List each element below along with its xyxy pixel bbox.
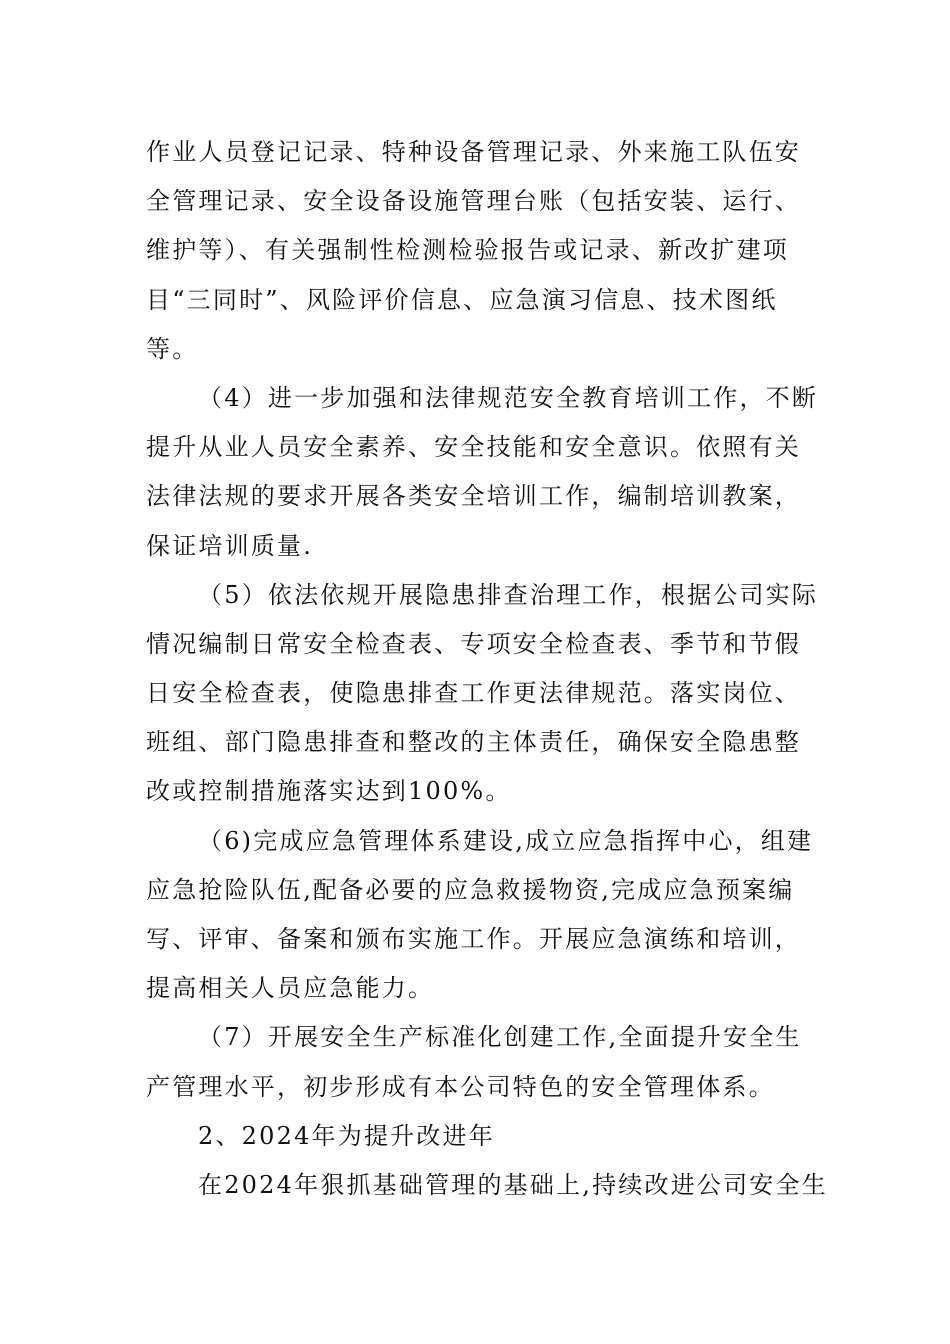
paragraph-start-2024: 在2024年狠抓基础管理的基础上,持续改进公司安全生 xyxy=(198,1170,828,1199)
text-line: 保证培训质量. xyxy=(146,531,314,560)
text-line: 产管理水平，初步形成有本公司特色的安全管理体系。 xyxy=(146,1072,775,1101)
document-body xyxy=(146,128,828,1210)
text-line: 提升从业人员安全素养、安全技能和安全意识。依照有关 xyxy=(146,433,801,462)
text-line: 情况编制日常安全检查表、专项安全检查表、季节和节假 xyxy=(146,629,801,658)
text-line: 日安全检查表，使隐患排查工作更法律规范。落实岗位、 xyxy=(146,679,801,708)
text-line: 班组、部门隐患排查和整改的主体责任，确保安全隐患整 xyxy=(146,728,801,757)
paragraph-start-7: （7）开展安全生产标准化创建工作,全面提升安全生 xyxy=(198,1023,802,1052)
text-line: 写、评审、备案和颁布实施工作。开展应急演练和培训， xyxy=(146,925,801,953)
text-line: 维护等）、有关强制性检测检验报告或记录、新改扩建项 xyxy=(146,236,789,265)
paragraph-start-6: （6)完成应急管理体系建设,成立应急指挥中心，组建 xyxy=(198,826,814,855)
text-line: 改或控制措施落实达到100%。 xyxy=(146,777,512,806)
text-line: 法律法规的要求开展各类安全培训工作，编制培训教案， xyxy=(146,482,801,511)
section-heading: 2、2024年为提升改进年 xyxy=(198,1121,495,1150)
text-line: 应急抢险队伍,配备必要的应急救援物资,完成应急预案编 xyxy=(146,875,795,904)
text-line: 作业人员登记记录、特种设备管理记录、外来施工队伍安 xyxy=(146,138,801,166)
text-line: 目“三同时”、风险评价信息、应急演习信息、技术图纸 xyxy=(146,285,778,314)
text-line: 提高相关人员应急能力。 xyxy=(146,974,435,1003)
text-line: 等。 xyxy=(146,334,199,363)
paragraph-start-5: （5）依法依规开展隐患排查治理工作，根据公司实际 xyxy=(198,580,819,609)
paragraph-start-4: （4）进一步加强和法律规范安全教育培训工作，不断 xyxy=(198,383,819,412)
text-line: 全管理记录、安全设备设施管理台账（包括安装、运行、 xyxy=(146,187,801,216)
